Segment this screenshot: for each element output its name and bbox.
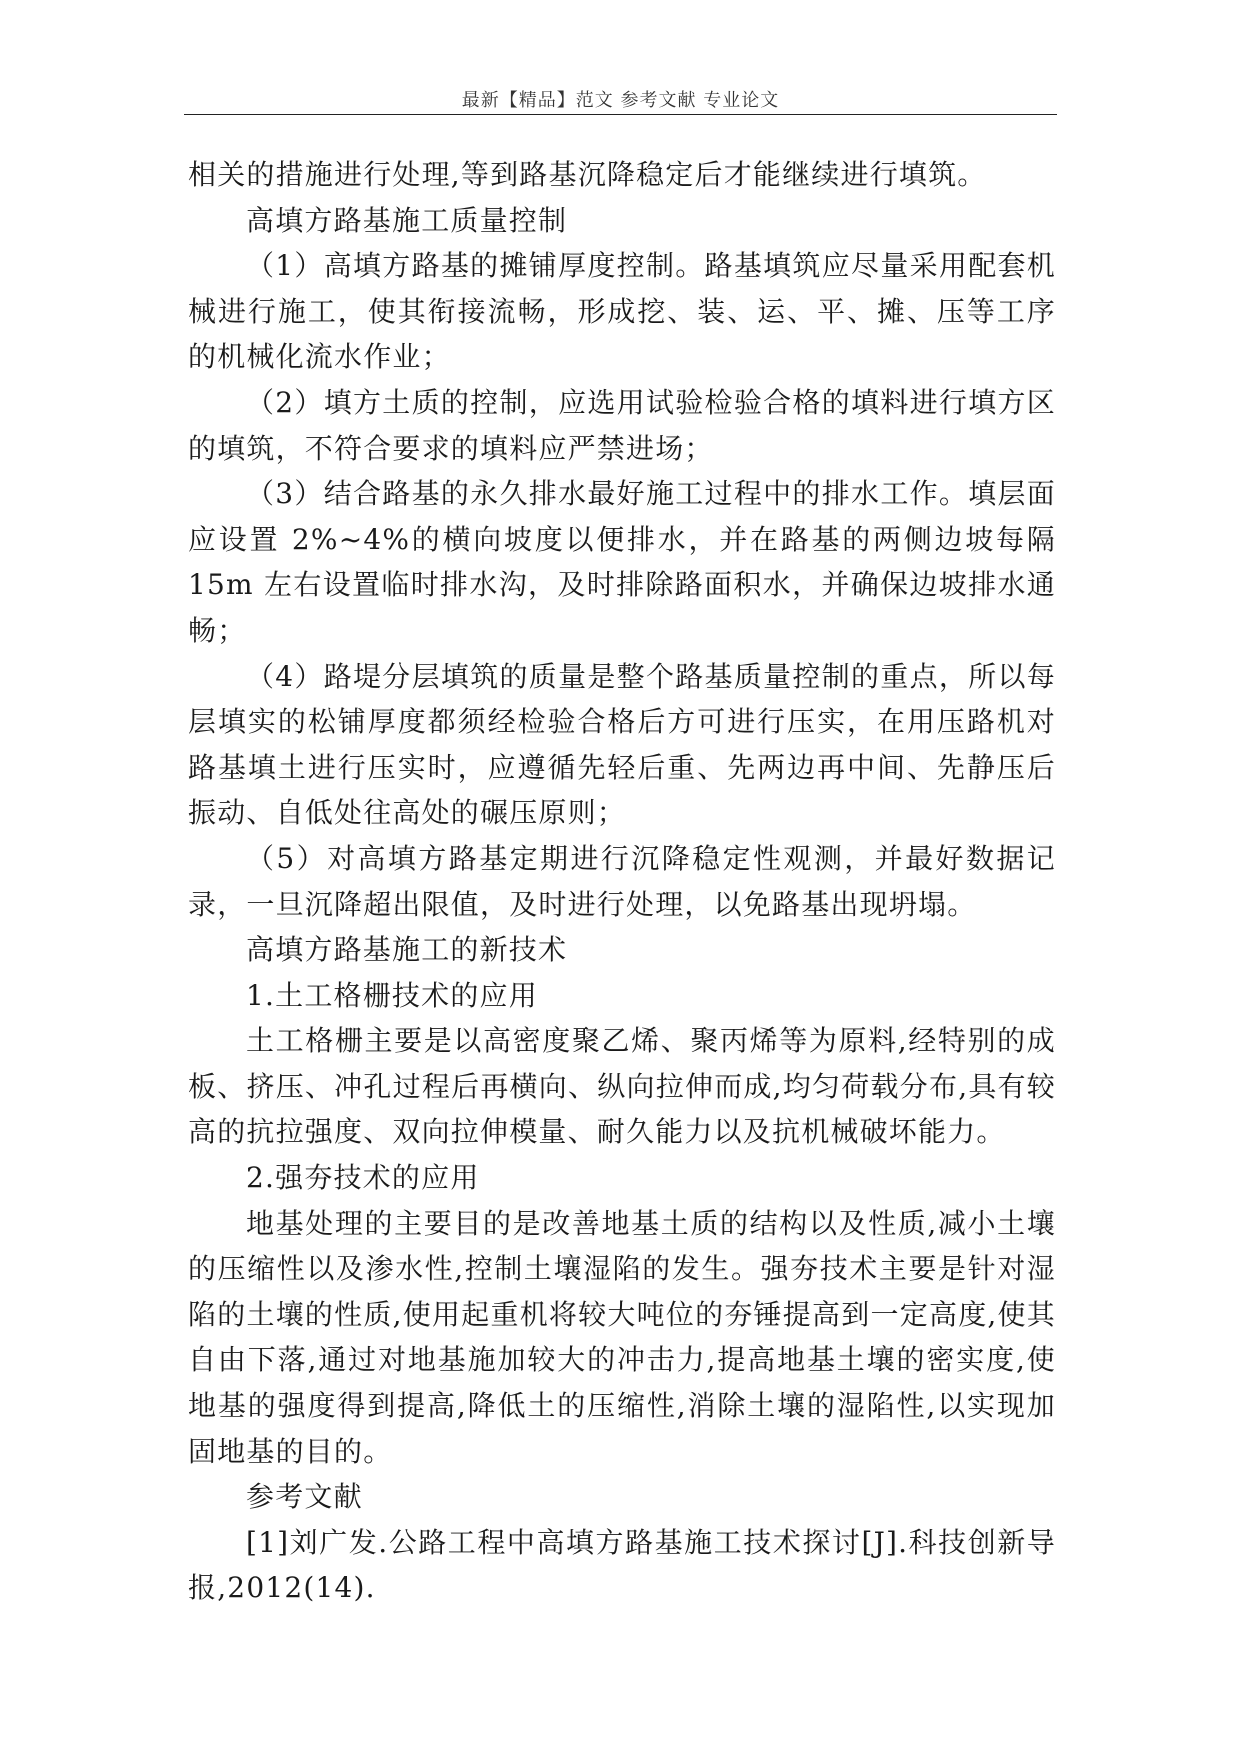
paragraph: 地基处理的主要目的是改善地基土质的结构以及性质,减小土壤的压缩性以及渗水性,控制土壤湿陷的发生。强夯技术主要是针对湿陷的土壤的性质,使用起重机将较大吨位的夯锤提高到一定高度,使其自由下落,通过对地基施加较大的冲击力,提高地基土壤的密实度,使地基的强度得到提高,降低土的压缩性,消除土壤的湿陷性,以实现加固地基的目的。 [188, 1206, 1056, 1468]
paragraph: （1）高填方路基的摊铺厚度控制。路基填筑应尽量采用配套机械进行施工，使其衔接流畅，形成挖、装、运、平、摊、压等工序的机械化流水作业； [188, 249, 1056, 374]
paragraph: 土工格栅主要是以高密度聚乙烯、聚丙烯等为原料,经特别的成板、挤压、冲孔过程后再横向、纵向拉伸而成,均匀荷载分布,具有较高的抗拉强度、双向拉伸模量、耐久能力以及抗机械破坏能力。 [188, 1024, 1056, 1149]
header-rule [184, 114, 1057, 115]
subsection-heading: 1.土工格栅技术的应用 [246, 978, 538, 1012]
references-heading: 参考文献 [246, 1480, 363, 1514]
subsection-heading: 2.强夯技术的应用 [246, 1161, 480, 1195]
paragraph: （2）填方土质的控制，应选用试验检验合格的填料进行填方区的填筑，不符合要求的填料应严禁进场； [188, 385, 1056, 465]
paragraph: （4）路堤分层填筑的质量是整个路基质量控制的重点，所以每层填实的松铺厚度都须经检验合格后方可进行压实，在用压路机对路基填土进行压实时，应遵循先轻后重、先两边再中间、先静压后振动、自低处往高处的碾压原则； [188, 659, 1056, 830]
document-body [188, 152, 1056, 1611]
paragraph: （5）对高填方路基定期进行沉降稳定性观测，并最好数据记录，一旦沉降超出限值，及时进行处理，以免路基出现坍塌。 [188, 841, 1056, 921]
paragraph: （3）结合路基的永久排水最好施工过程中的排水工作。填层面应设置 2%~4%的横向坡度以便排水，并在路基的两侧边坡每隔 15m 左右设置临时排水沟，及时排除路面积水，并确保边坡排水通畅； [188, 477, 1056, 647]
section-heading: 高填方路基施工质量控制 [246, 203, 568, 237]
page-header: 最新【精品】范文 参考文献 专业论文 [461, 90, 780, 111]
paragraph: 相关的措施进行处理,等到路基沉降稳定后才能继续进行填筑。 [188, 158, 987, 191]
reference-entry: [1]刘广发.公路工程中高填方路基施工技术探讨[J].科技创新导报,2012(14). [188, 1525, 1056, 1605]
section-heading: 高填方路基施工的新技术 [246, 933, 568, 967]
